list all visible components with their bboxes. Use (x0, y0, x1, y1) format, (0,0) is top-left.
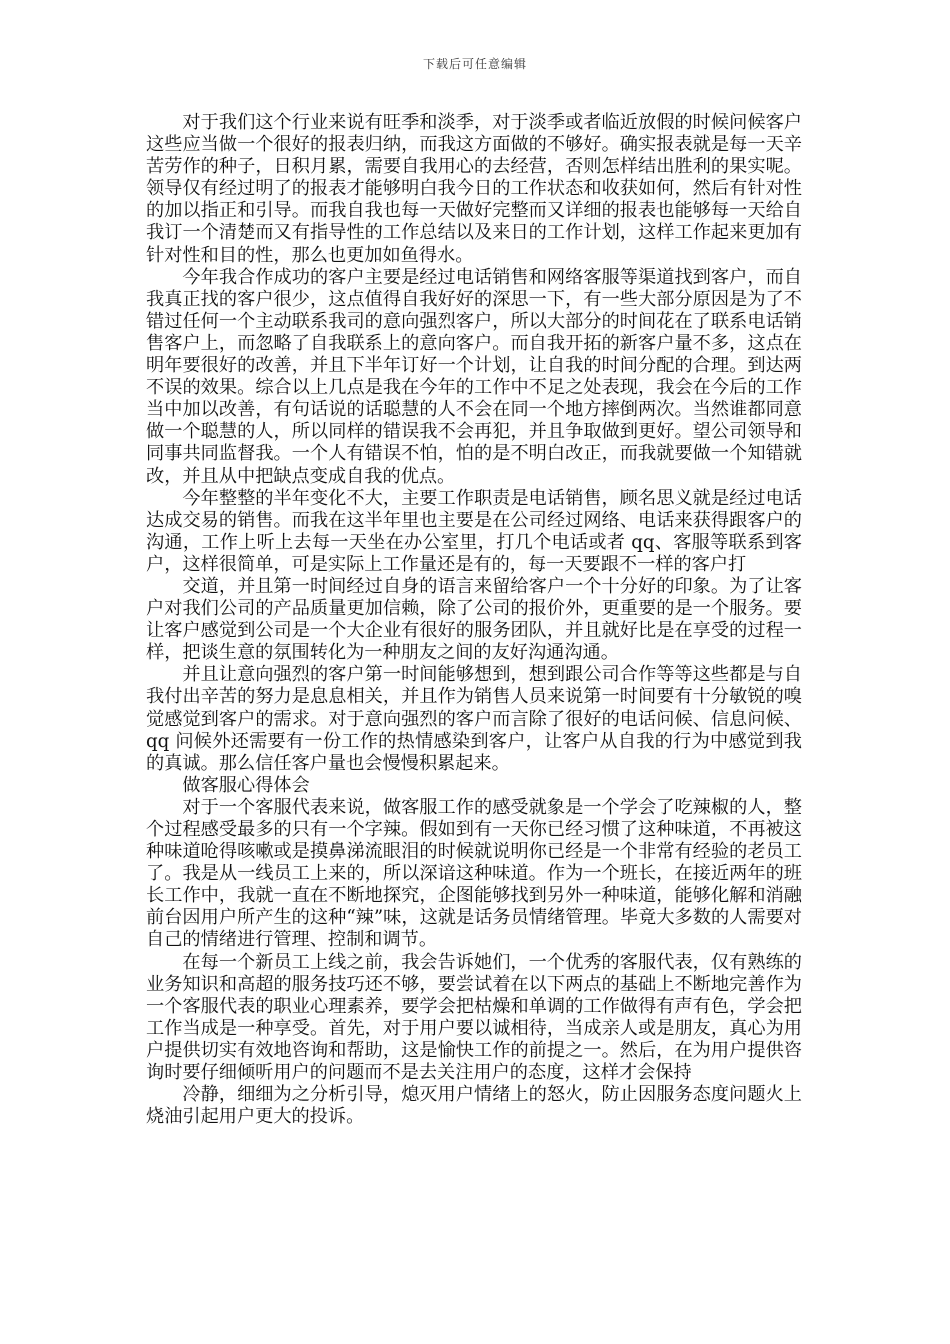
paragraph-new-staff-advice: 在每一个新员工上线之前，我会告诉她们，一个优秀的客服代表，仅有熟练的业务知识和高超的服务技巧还不够，要尝试着在以下两点的基础上不断地完善作为一个客服代表的职业心理素养，要学会把枯燥和单调的工作做得有声有色，学会把工作当成是一种享受。首先，对于用户要以诚相待，当成亲人或是朋友，真心为用户提供切实有效地咨询和帮助，这是愉快工作的前提之一。然后，在为用户提供咨询时要仔细倾听用户的问题而不是去关注用户的态度，这样才会保持 (146, 951, 802, 1084)
page-header-note: 下载后可任意编辑 (422, 57, 527, 71)
paragraph-phone-sales: 今年整整的半年变化不大，主要工作职责是电话销售，顾名思义就是经过电话达成交易的销售。而我在这半年里也主要是在公司经过网络、电话来获得跟客户的沟通，工作上听上去每一天坐在办公室里，打几个电话或者 qq、客服等联系到客户，这样很简单，可是实际上工作量还是有的，每一天要跟不一样的客户打 (146, 487, 802, 575)
paragraph-first-impression: 交道，并且第一时间经过自身的语言来留给客户一个十分好的印象。为了让客户对我们公司的产品质量更加信赖，除了公司的报价外，更重要的是一个服务。要让客户感觉到公司是一个大企业有很好的服务团队，并且就好比是在享受的过程一样，把谈生意的氛围转化为一种朋友之间的友好沟通沟通。 (146, 575, 802, 664)
document-body (146, 112, 802, 1128)
section-heading-service-experience: 做客服心得体会 (182, 774, 310, 796)
paragraph-intent-clients: 并且让意向强烈的客户第一时间能够想到，想到跟公司合作等等这些都是与自我付出辛苦的努力是息息相关，并且作为销售人员来说第一时间要有十分敏锐的嗅觉感觉到客户的需求。对于意向强烈的客户而言除了很好的电话问候、信息问候、qq 问候外还需要有一份工作的热情感染到客户，让客户从自我的行为中感觉到我的真诚。那么信任客户量也会慢慢积累起来。 (146, 664, 802, 774)
paragraph-stay-calm: 冷静，细细为之分析引导，熄灭用户情绪上的怒火，防止因服务态度问题火上烧油引起用户更大的投诉。 (146, 1084, 802, 1128)
paragraph-report-summary: 对于我们这个行业来说有旺季和淡季，对于淡季或者临近放假的时候问候客户这些应当做一个很好的报表归纳，而我这方面做的不够好。确实报表就是每一天辛苦劳作的种子，日积月累，需要自我用心的去经营，否则怎样结出胜利的果实呢。领导仅有经过明了的报表才能够明白我今日的工作状态和收获如何，然后有针对性的加以指正和引导。而我自我也每一天做好完整而又详细的报表也能够每一天给自我订一个清楚而又有指导性的工作总结以及来日的工作计划，这样工作起来更加有针对性和目的性，那么也更加如鱼得水。 (146, 112, 802, 266)
paragraph-service-taste: 对于一个客服代表来说，做客服工作的感受就象是一个学会了吃辣椒的人，整个过程感受最多的只有一个字辣。假如到有一天你已经习惯了这种味道，不再被这种味道呛得咳嗽或是摸鼻涕流眼泪的时候就说明你已经是一个非常有经验的老员工了。我是从一线员工上来的，所以深谙这种味道。作为一个班长，在接近两年的班长工作中，我就一直在不断地探究，企图能够找到另外一种味道，能够化解和消融前台因用户所产生的这种“辣”味，这就是话务员情绪管理。毕竟大多数的人需要对自己的情绪进行管理、控制和调节。 (146, 796, 802, 951)
paragraph-client-development: 今年我合作成功的客户主要是经过电话销售和网络客服等渠道找到客户，而自我真正找的客户很少，这点值得自我好好的深思一下，有一些大部分原因是为了不错过任何一个主动联系我司的意向强烈客户，所以大部分的时间花在了联系电话销售客户上，而忽略了自我联系上的意向客户。而自我开拓的新客户量不多，这点在明年要很好的改善，并且下半年订好一个计划，让自我的时间分配的合理。到达两不误的效果。综合以上几点是我在今年的工作中不足之处表现，我会在今后的工作当中加以改善，有句话说的话聪慧的人不会在同一个地方摔倒两次。当然谁都同意做一个聪慧的人，所以同样的错误我不会再犯，并且争取做到更好。望公司领导和同事共同监督我。一个人有错误不怕，怕的是不明白改正，而我就要做一个知错就改，并且从中把缺点变成自我的优点。 (146, 266, 802, 487)
